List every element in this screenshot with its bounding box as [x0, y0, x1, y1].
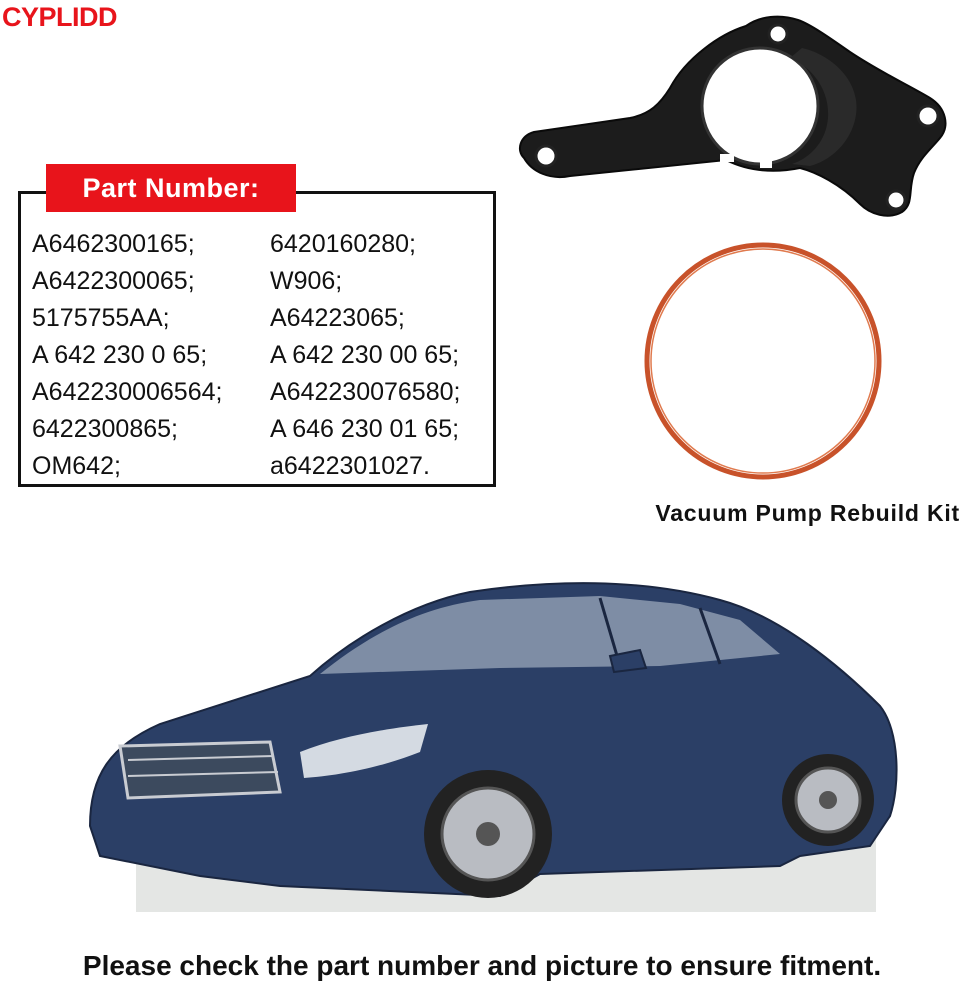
- part-number-item: 6422300865;: [32, 415, 178, 443]
- fitment-notice: Please check the part number and picture to ensure fitment.: [82, 950, 882, 981]
- part-number-item: A 646 230 01 65;: [270, 415, 460, 443]
- vacuum-pump-gasket-image: [510, 8, 952, 218]
- part-number-item: 6420160280;: [270, 230, 416, 258]
- part-number-item: A 642 230 0 65;: [32, 341, 208, 369]
- car-image: [80, 556, 916, 916]
- kit-label: Vacuum Pump Rebuild Kit: [655, 500, 960, 526]
- part-number-item: OM642;: [32, 452, 121, 480]
- part-number-item: A64223065;: [270, 304, 405, 332]
- part-number-item: A 642 230 00 65;: [270, 341, 460, 369]
- brand-logo-text: CYPLIDD: [2, 2, 118, 32]
- part-number-item: W906;: [270, 267, 343, 295]
- o-ring-seal-image: [640, 238, 886, 484]
- part-number-item: a6422301027.: [270, 452, 430, 480]
- part-number-header: Part Number:: [46, 164, 296, 212]
- part-number-item: A642230076580;: [270, 378, 461, 406]
- part-number-item: 5175755AA;: [32, 304, 170, 332]
- part-number-item: A642230006564;: [32, 378, 223, 406]
- part-number-item: A6422300065;: [32, 267, 195, 295]
- part-number-item: A6462300165;: [32, 230, 195, 258]
- part-number-list: [32, 226, 492, 485]
